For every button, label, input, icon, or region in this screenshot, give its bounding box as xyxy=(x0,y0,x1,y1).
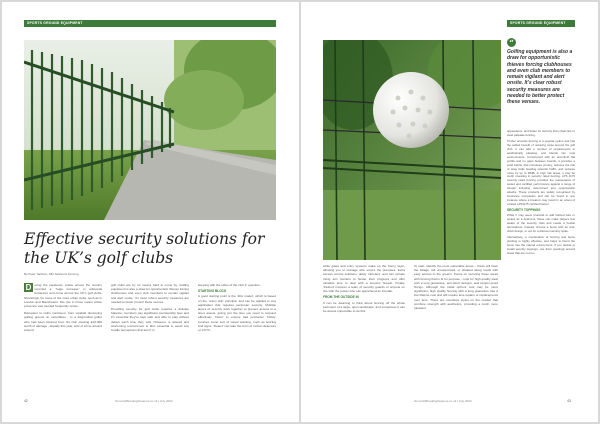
pullquote-text: Golfing equipment is also a draw for opportunistic thieves forcing clubhouses and even club members to remain vigilant and alert onsite. It’s clear robust security measures are needed to better protect these venues. xyxy=(507,49,573,106)
paragraph: A good starting point is the ‘4Ds model’, which is based on the ‘onion skin’ principle, and can be applied to any application that requires perimeter security. Multiple layers of security work together to prevent access to a site’s assets, giving you the time you need to respond effectively. ‘Deter’ to ensure bad perimeter, ‘Delay’ involves some sort of visual warning, such as fencing and signs. ‘Detect’ can take the form of motion detectors or CCTV, xyxy=(198,294,276,333)
fence-photo-svg xyxy=(24,40,276,220)
byline: By Peter Jackson, MD Jacksons Fencing xyxy=(24,272,79,276)
paragraph: Disruption to clubs continues: from vandals destroying golfing greens on motorbikes , to a disgruntled golfer who had been banned from his club causing £10,000 worth of damage , already this year, acts of crime around around xyxy=(24,311,102,333)
pullquote xyxy=(507,38,575,106)
subheading: FROM THE OUTSIDE IN xyxy=(323,295,359,300)
fence-path-photo xyxy=(24,40,276,220)
paragraph: It can be daunting to think about fencing off the whole perimeter of a large, open landscape, and sometimes it can be almost impossible to do this. xyxy=(323,300,405,314)
paragraph: To start, identify the most vulnerable areas – these will have the foliage, left unsupervised, or situated along roads with easy access to the greens. Focus on securing these areas with fencing that is fit for purpose – look for high quality steel with a long guarantee, anti-climb designs, and tamper-proof fixings. Although the initial upfront cost may be more significant, high quality fencing with a long guarantee has a low lifetime cost and will require less repairs or replacements over time. There are countless styles on the market that combine strength with aesthetics, providing a much more pleasant xyxy=(414,264,498,311)
page-number: 42 xyxy=(24,399,28,403)
paragraph: uring the pandemic, police across the country reported a “huge increase” in antisocial behaviour and crime across the UK’s golf clubs. Shockingly, for some of the more urban clubs, such as in London and Manchester, this rise in crime meant police presence was needed frequently onsite. xyxy=(24,283,102,309)
article-headline: Effective security solutions for the UK’s golf clubs xyxy=(24,230,265,267)
dropcap: D xyxy=(25,283,32,292)
footer-text: GroundsBreakingSeamus.co.uk | July 2022 xyxy=(414,399,472,403)
quote-icon: “ xyxy=(507,38,516,47)
column-2 xyxy=(414,264,498,310)
column-3 xyxy=(507,130,575,256)
paragraph: Timber acoustic fencing is a popular option and has the added benefit of reducing noise around the golf club. It can add a number of requirements in aesthetically pleasing, and blends into rural environments. Constructed with an anti-climb flat profile and no gaps between boards, it provides a solid barrier that increases privacy, reduces the risk of stray balls heading towards traffic, and reduces noise by up to 28dB. In high risk areas, it may be worth investing in security rated fencing. LPS 1175 security rated fencing provides the reassurance of tested and certified performance against a range of threats including determined and opportunistic attacks. These products are widely recognised by insurance companies and can be found in any instance where a break-in may result in an arrest of a listed LPS1175 certified barrier. xyxy=(507,138,575,207)
column-3 xyxy=(198,283,276,332)
footer-text: GroundsBreakingSeamus.co.uk | July 2022 xyxy=(115,399,173,403)
paragraph: Alternatively, a combination of fencing and fence planting is highly effective, and helps to blend the fence into the natural environment. If you decide to install security toppings, use them sparingly around areas that are not too xyxy=(507,234,575,255)
paragraph: appearance, and better for security than chain-link or steel palisade fencing. xyxy=(507,129,575,137)
paragraph: While it may seem practical to add barbed wire or spikes as a deterrent, these can make players feel aware of the security risks and create a hostile atmosphere. Instead, choose a fence with an anti-climb design, or opt for a discreet security spike. xyxy=(507,213,575,233)
golf-ball-photo-svg xyxy=(323,40,501,260)
subheading: STARTING BLOCK xyxy=(198,289,227,294)
paragraph: while gates and entry systems make up the ‘Deny’ layer, allowing you to manage who enters the premises. Extra access control solutions ‘delay’ intruders, and can include rising arm barriers to hinder their progress and offer valuable time to deal with a security breach. Finally, ‘Defend’ involves a team of security guards or anyone on site with the power who can apprehend an intruder. xyxy=(323,264,405,294)
section-tag: SPORTS GROUND EQUIPMENT xyxy=(24,20,276,27)
page-number: 43 xyxy=(567,399,571,403)
column-2 xyxy=(111,283,189,332)
column-1 xyxy=(24,283,102,332)
left-page xyxy=(2,2,299,422)
paragraph: keeping with the ethos of the club in question. xyxy=(198,283,261,287)
right-page xyxy=(301,2,598,422)
section-tag: SPORTS GROUND EQUIPMENT xyxy=(507,20,575,27)
paragraph: golf clubs are by no means hard to come by. Golfing equipment is also a draw for opportunistic thieves forcing clubhouses and even club members to remain vigilant and alert onsite. It’s clear robust security measures are needed to better protect these venues. xyxy=(111,283,189,304)
column-1 xyxy=(323,264,405,313)
paragraph: Providing security for golf clubs requires a delicate balance; members pay significant membership fees and it’s essential they’re kept safe and able to play without delays each time they visit. However, a relaxed and welcoming environment is also essential to avoid any hostile perceptions that aren’t in xyxy=(111,307,189,333)
subheading: SECURITY TOPPINGS xyxy=(507,208,541,213)
golf-ball-photo xyxy=(323,40,501,260)
